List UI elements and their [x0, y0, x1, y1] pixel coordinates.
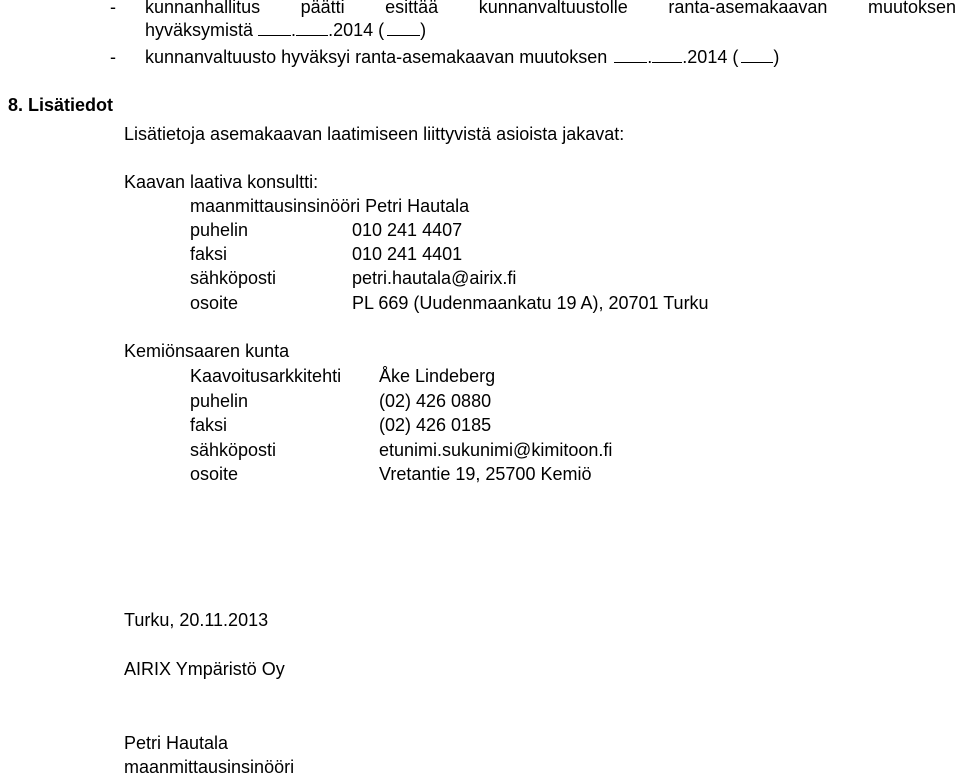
- list-item-1-line-2: [145, 20, 426, 40]
- consultant-fax-value: 010 241 4401: [352, 244, 463, 264]
- municipality-address-label: osoite: [190, 464, 239, 484]
- blank-separator-1: .: [291, 20, 297, 40]
- signature-place-date: Turku, 20.11.2013: [124, 610, 269, 630]
- consultant-address-label: osoite: [190, 293, 239, 313]
- list-item-2-year: .2014 (: [682, 47, 739, 67]
- consultant-fax-label: faksi: [190, 244, 228, 264]
- list-item-1-line-1: kunnanhallitus päätti esittää kunnanvaltuustolle ranta-asemakaavan muutoksen: [145, 0, 956, 17]
- signature-title: maanmittausinsinööri: [124, 757, 295, 777]
- consultant-email-label: sähköposti: [190, 268, 277, 288]
- blank-day-1: [258, 20, 291, 36]
- municipality-phone-label: puhelin: [190, 391, 249, 411]
- consultant-heading: Kaavan laativa konsultti:: [124, 172, 319, 192]
- list-dash-2: -: [110, 47, 116, 67]
- list-item-2-close: ): [773, 47, 780, 67]
- blank-separator-2: .: [647, 47, 653, 67]
- list-dash-1: -: [110, 0, 116, 17]
- section-intro: Lisätietoja asemakaavan laatimiseen liittyvistä asioista jakavat:: [124, 124, 625, 144]
- consultant-name: maanmittausinsinööri Petri Hautala: [190, 196, 470, 216]
- municipality-heading: Kemiönsaaren kunta: [124, 341, 290, 361]
- list-item-2: [145, 47, 779, 67]
- municipality-architect-label: Kaavoitusarkkitehti: [190, 366, 342, 386]
- municipality-fax-label: faksi: [190, 415, 228, 435]
- municipality-email-value: etunimi.sukunimi@kimitoon.fi: [379, 440, 613, 460]
- list-item-1-year: .2014 (: [328, 20, 385, 40]
- municipality-fax-value: (02) 426 0185: [379, 415, 492, 435]
- signature-name: Petri Hautala: [124, 733, 229, 753]
- blank-day-2: [614, 47, 647, 63]
- consultant-address-value: PL 669 (Uudenmaankatu 19 A), 20701 Turku: [352, 293, 709, 313]
- list-item-2-text: kunnanvaltuusto hyväksyi ranta-asemakaavan muutoksen: [145, 47, 608, 67]
- list-item-1-close: ): [420, 20, 427, 40]
- municipality-architect-value: Åke Lindeberg: [379, 366, 496, 386]
- section-heading: 8. Lisätiedot: [8, 95, 114, 115]
- consultant-phone-label: puhelin: [190, 220, 249, 240]
- consultant-phone-value: 010 241 4407: [352, 220, 463, 240]
- list-item-1-text: hyväksymistä: [145, 20, 254, 40]
- municipality-email-label: sähköposti: [190, 440, 277, 460]
- municipality-phone-value: (02) 426 0880: [379, 391, 492, 411]
- blank-month-1: [296, 20, 328, 36]
- signature-company: AIRIX Ympäristö Oy: [124, 659, 285, 679]
- blank-section-2: [741, 47, 773, 63]
- blank-section-1: [387, 20, 420, 36]
- blank-month-2: [652, 47, 682, 63]
- consultant-email-value: petri.hautala@airix.fi: [352, 268, 517, 288]
- municipality-address-value: Vretantie 19, 25700 Kemiö: [379, 464, 592, 484]
